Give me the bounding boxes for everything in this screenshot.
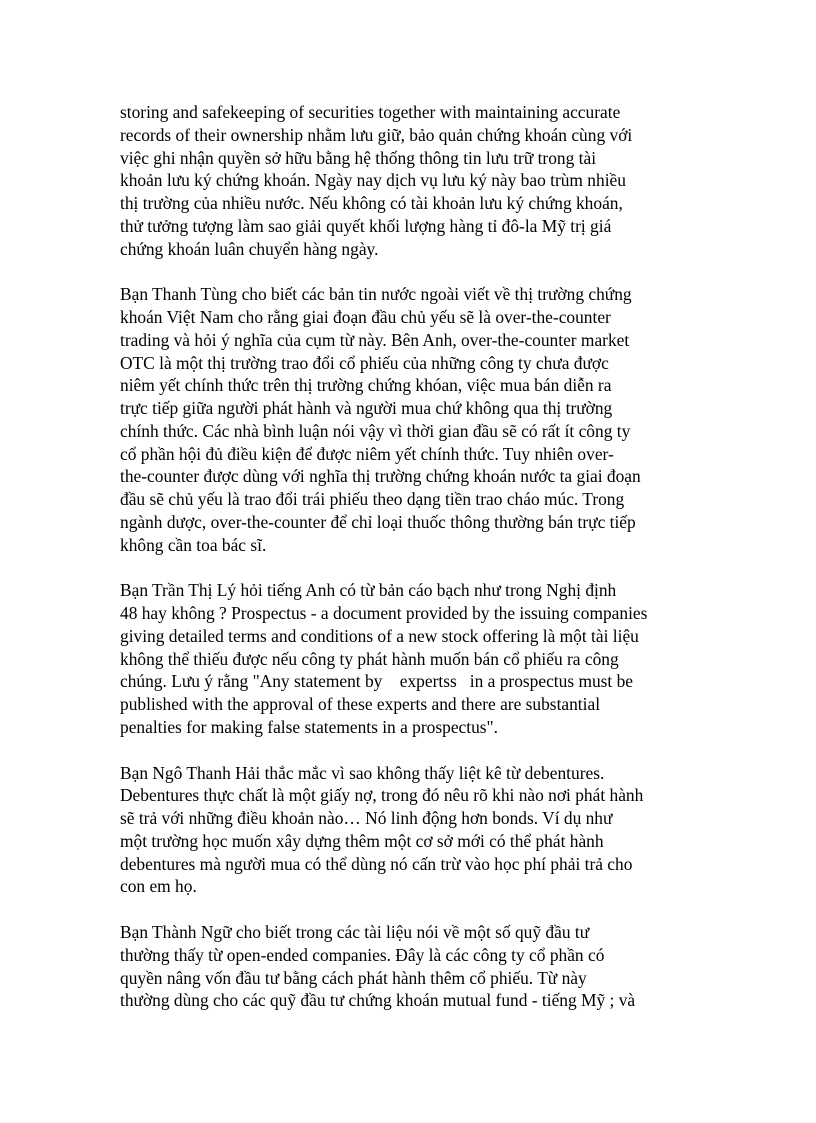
text-line: trực tiếp giữa người phát hành và người mua chứ không qua thị trường — [120, 398, 613, 418]
text-line: Debentures thực chất là một giấy nợ, trong đó nêu rõ khi nào nơi phát hành — [120, 785, 644, 806]
paragraph-over-the-counter — [120, 283, 700, 556]
text-line: records of their ownership nhằm lưu giữ, bảo quản chứng khoán cùng với — [120, 124, 633, 145]
text-line: khoản lưu ký chứng khoán. Ngày nay dịch vụ lưu ký này bao trùm nhiều — [120, 170, 626, 191]
text-line: published with the approval of these experts and there are substantial — [120, 694, 601, 714]
text-line: debentures mà người mua có thể dùng nó cấn trừ vào học phí phải trả cho — [120, 853, 633, 874]
text-line: con em họ. — [120, 876, 197, 897]
paragraph-debentures — [120, 762, 700, 899]
paragraph-prospectus — [120, 579, 700, 738]
document-page — [120, 101, 700, 1012]
text-line: thử tưởng tượng làm sao giải quyết khối lượng hàng tỉ đô-la Mỹ trị giá — [120, 215, 612, 236]
text-line: cổ phần hội đủ điều kiện để được niêm yết chính thức. Tuy nhiên over- — [120, 443, 614, 464]
text-line: Bạn Ngô Thanh Hải thắc mắc vì sao không thấy liệt kê từ debentures. — [120, 762, 605, 783]
text-line: chính thức. Các nhà bình luận nói vậy vì thời gian đầu sẽ có rất ít công ty — [120, 420, 631, 441]
text-line: the-counter được dùng với nghĩa thị trường chứng khoán nước ta giai đoạn — [120, 466, 641, 487]
text-line: 48 hay không ? Prospectus - a document provided by the issuing companies — [120, 603, 648, 623]
text-line: Bạn Thanh Tùng cho biết các bản tin nước ngoài viết về thị trường chứng — [120, 284, 632, 305]
text-line: không thể thiếu được nếu công ty phát hành muốn bán cổ phiếu ra công — [120, 648, 619, 669]
text-line: Bạn Trần Thị Lý hỏi tiếng Anh có từ bản cáo bạch như trong Nghị định — [120, 580, 617, 601]
text-line: việc ghi nhận quyền sở hữu bằng hệ thống thông tin lưu trữ trong tài — [120, 147, 597, 168]
text-line: Bạn Thành Ngữ cho biết trong các tài liệu nói về một số quỹ đầu tư — [120, 922, 590, 942]
text-line: storing and safekeeping of securities together with maintaining accurate — [120, 102, 621, 122]
text-line: đầu sẽ chủ yếu là trao đổi trái phiếu theo dạng tiền trao cháo múc. Trong — [120, 489, 625, 509]
text-line: niêm yết chính thức trên thị trường chứng khóan, việc mua bán diễn ra — [120, 375, 612, 396]
paragraph-open-ended — [120, 921, 700, 1012]
text-line: sẽ trả với những điều khoản nào… Nó linh động hơn bonds. Ví dụ như — [120, 808, 613, 828]
text-line: giving detailed terms and conditions of a new stock offering là một tài liệu — [120, 625, 639, 646]
text-line: trading và hỏi ý nghĩa của cụm từ này. Bên Anh, over-the-counter market — [120, 329, 630, 350]
text-line: khoán Việt Nam cho rằng giai đoạn đầu chủ yếu sẽ là over-the-counter — [120, 307, 611, 327]
text-line: penalties for making false statements in a prospectus". — [120, 716, 498, 737]
paragraph-custody — [120, 101, 700, 260]
text-line: ngành dược, over-the-counter để chỉ loại thuốc thông thường bán trực tiếp — [120, 511, 636, 532]
text-line: quyền nâng vốn đầu tư bằng cách phát hành thêm cổ phiếu. Từ này — [120, 967, 587, 988]
text-line: OTC là một thị trường trao đổi cổ phiếu của những công ty chưa được — [120, 352, 609, 373]
text-line: chứng khoán luân chuyển hàng ngày. — [120, 238, 379, 259]
text-line: một trường học muốn xây dựng thêm một cơ sở mới có thể phát hành — [120, 830, 604, 851]
text-line: thị trường của nhiều nước. Nếu không có tài khoản lưu ký chứng khoán, — [120, 193, 623, 213]
text-line: không cần toa bác sĩ. — [120, 534, 267, 555]
text-line: chúng. Lưu ý rằng "Any statement by expertss in a prospectus must be — [120, 671, 634, 692]
text-line: thường dùng cho các quỹ đầu tư chứng khoán mutual fund - tiếng Mỹ ; và — [120, 990, 636, 1011]
text-line: thường thấy từ open-ended companies. Đây là các công ty cổ phần có — [120, 944, 605, 965]
